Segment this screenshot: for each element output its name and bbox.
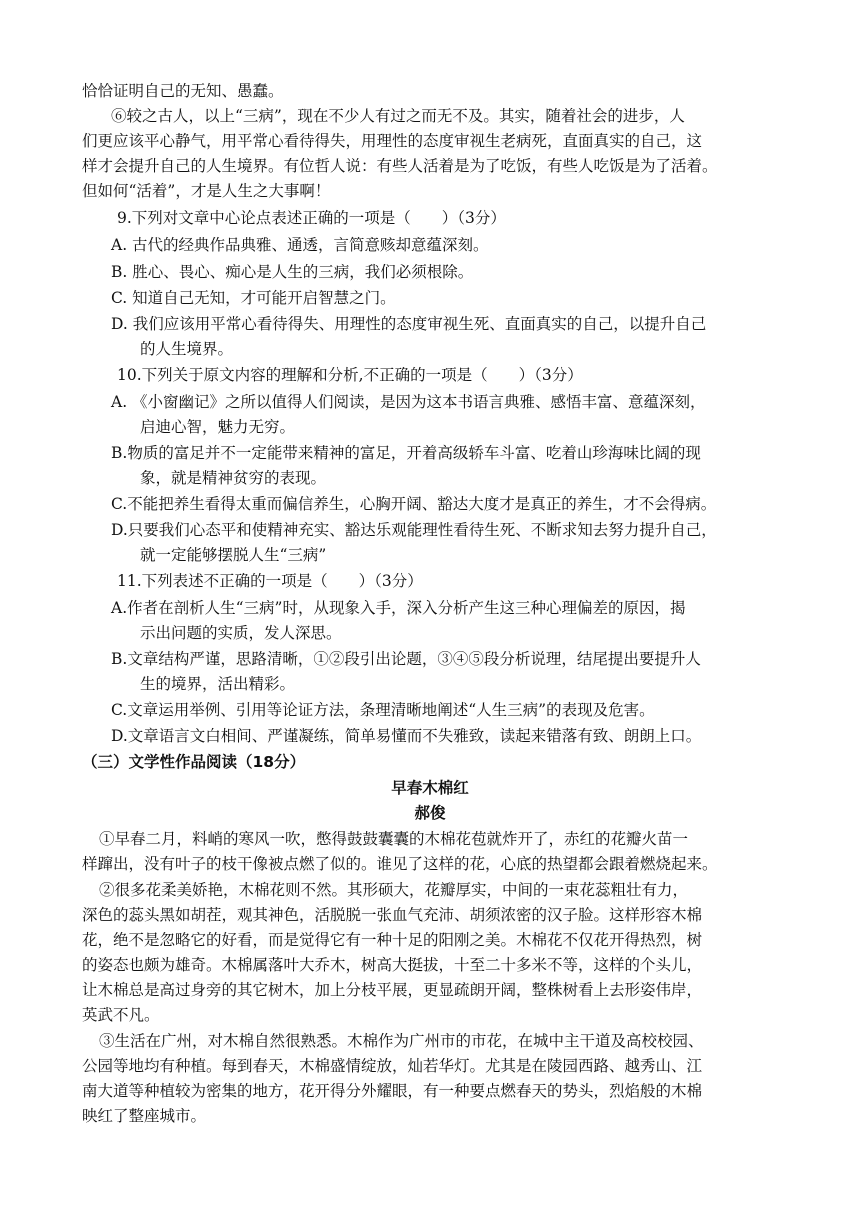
article-line: 公园等地均有种植。每到春天，木棉盛情绽放，灿若华灯。尤其是在陵园西路、越秀山、江 [82, 1057, 703, 1075]
article-line: 样蹿出，没有叶子的枝干像被点燃了似的。谁见了这样的花，心底的热望都会跟着燃烧起来。 [82, 855, 718, 873]
question-9-option-d-cont: 的人生境界。 [140, 340, 234, 358]
question-9-option-a: A. 古代的经典作品典雅、通透，言简意赅却意蕴深刻。 [111, 236, 489, 254]
question-10-stem: 10.下列关于原文内容的理解和分析,不正确的一项是（ ）（3分） [117, 366, 583, 384]
article-title: 早春木棉红 [391, 779, 469, 797]
question-11-option-b-cont: 生的境界，活出精彩。 [140, 675, 296, 693]
question-9-stem: 9.下列对文章中心论点表述正确的一项是（ ）（3分） [117, 209, 506, 227]
question-9-option-b: B. 胜心、畏心、痴心是人生的三病，我们必须根除。 [111, 263, 474, 281]
article-paragraph-2: ②很多花柔美娇艳，木棉花则不然。其形硕大，花瓣厚实，中间的一束花蕊粗壮有力， [99, 881, 689, 899]
question-10-option-c: C.不能把养生看得太重而偏信养生，心胸开阔、豁达大度才是真正的养生，才不会得病。 [111, 495, 717, 513]
question-11-option-c: C.文章运用举例、引用等论证方法，条理清晰地阐述“人生三病”的表现及危害。 [111, 701, 655, 719]
passage-line: 但如何“活着”，才是人生之大事啊！ [82, 182, 331, 200]
question-11-option-d: D.文章语言文白相间、严谨凝练，简单易懂而不失雅致，读起来错落有致、朗朗上口。 [111, 727, 702, 745]
article-author: 郝俊 [414, 804, 446, 822]
question-10-option-a: A. 《小窗幽记》之所以值得人们阅读，是因为这本书语言典雅、感悟丰富、意蕴深刻， [111, 393, 706, 411]
passage-line: 样才会提升自己的人生境界。有位哲人说：有些人活着是为了吃饭，有些人吃饭是为了活着。 [82, 157, 718, 175]
article-line: 让木棉总是高过身旁的其它树木，加上分枝平展，更显疏朗开阔，整株树看上去形姿伟岸， [82, 981, 703, 999]
question-11-option-a-cont: 示出问题的实质，发人深思。 [140, 624, 342, 642]
passage-line: 们更应该平心静气，用平常心看待得失，用理性的态度审视生老病死，直面真实的自己，这 [82, 132, 703, 150]
question-11-stem: 11.下列表述不正确的一项是（ ）（3分） [117, 572, 423, 590]
question-11-option-b: B.文章结构严谨，思路清晰，①②段引出论题，③④⑤段分析说理，结尾提出要提升人 [111, 650, 701, 668]
passage-line: 恰恰证明自己的无知、愚蠢。 [82, 82, 284, 100]
question-11-option-a: A.作者在剖析人生“三病”时，从现象入手，深入分析产生这三种心理偏差的原因，揭 [111, 599, 686, 617]
section-heading: （三）文学性作品阅读（18分） [82, 753, 306, 771]
question-10-option-d: D.只要我们心态平和使精神充实、豁达乐观能理性看待生死、不断求知去努力提升自己， [111, 521, 717, 539]
article-line: 花，绝不是忽略它的好看，而是觉得它有一种十足的阳刚之美。木棉花不仅花开得热烈，树 [82, 931, 703, 949]
question-9-option-c: C. 知道自己无知，才可能开启智慧之门。 [111, 289, 396, 307]
article-line: 南大道等种植较为密集的地方，花开得分外耀眼，有一种要点燃春天的势头，烈焰般的木棉 [82, 1082, 703, 1100]
article-line: 英武不凡。 [82, 1006, 160, 1024]
article-line: 深色的蕊头黑如胡茬，观其神色，活脱脱一张血气充沛、胡须浓密的汉子脸。这样形容木棉 [82, 906, 703, 924]
question-9-option-d: D. 我们应该用平常心看待得失、用理性的态度审视生死、直面真实的自己，以提升自己 [111, 315, 707, 333]
question-10-option-a-cont: 启迪心智，魅力无穷。 [140, 418, 296, 436]
question-10-option-b: B.物质的富足并不一定能带来精神的富足，开着高级轿车斗富、吃着山珍海味比阔的现 [111, 444, 701, 462]
question-10-option-d-cont: 就一定能够摆脱人生“三病” [140, 546, 327, 564]
article-paragraph-1: ①早春二月，料峭的寒风一吹，憋得鼓鼓囊囊的木棉花苞就炸开了，赤红的花瓣火苗一 [99, 830, 689, 848]
article-paragraph-3: ③生活在广州，对木棉自然很熟悉。木棉作为广州市的市花，在城中主干道及高校校园、 [99, 1032, 704, 1050]
article-line: 的姿态也颇为雄奇。木棉属落叶大乔木，树高大挺拔，十至二十多米不等，这样的个头儿， [82, 956, 703, 974]
article-line: 映红了整座城市。 [82, 1107, 207, 1125]
question-10-option-b-cont: 象，就是精神贫穷的表现。 [140, 469, 327, 487]
passage-paragraph-6: ⑥较之古人，以上“三病”，现在不少人有过之而无不及。其实，随着社会的进步，人 [111, 107, 685, 125]
